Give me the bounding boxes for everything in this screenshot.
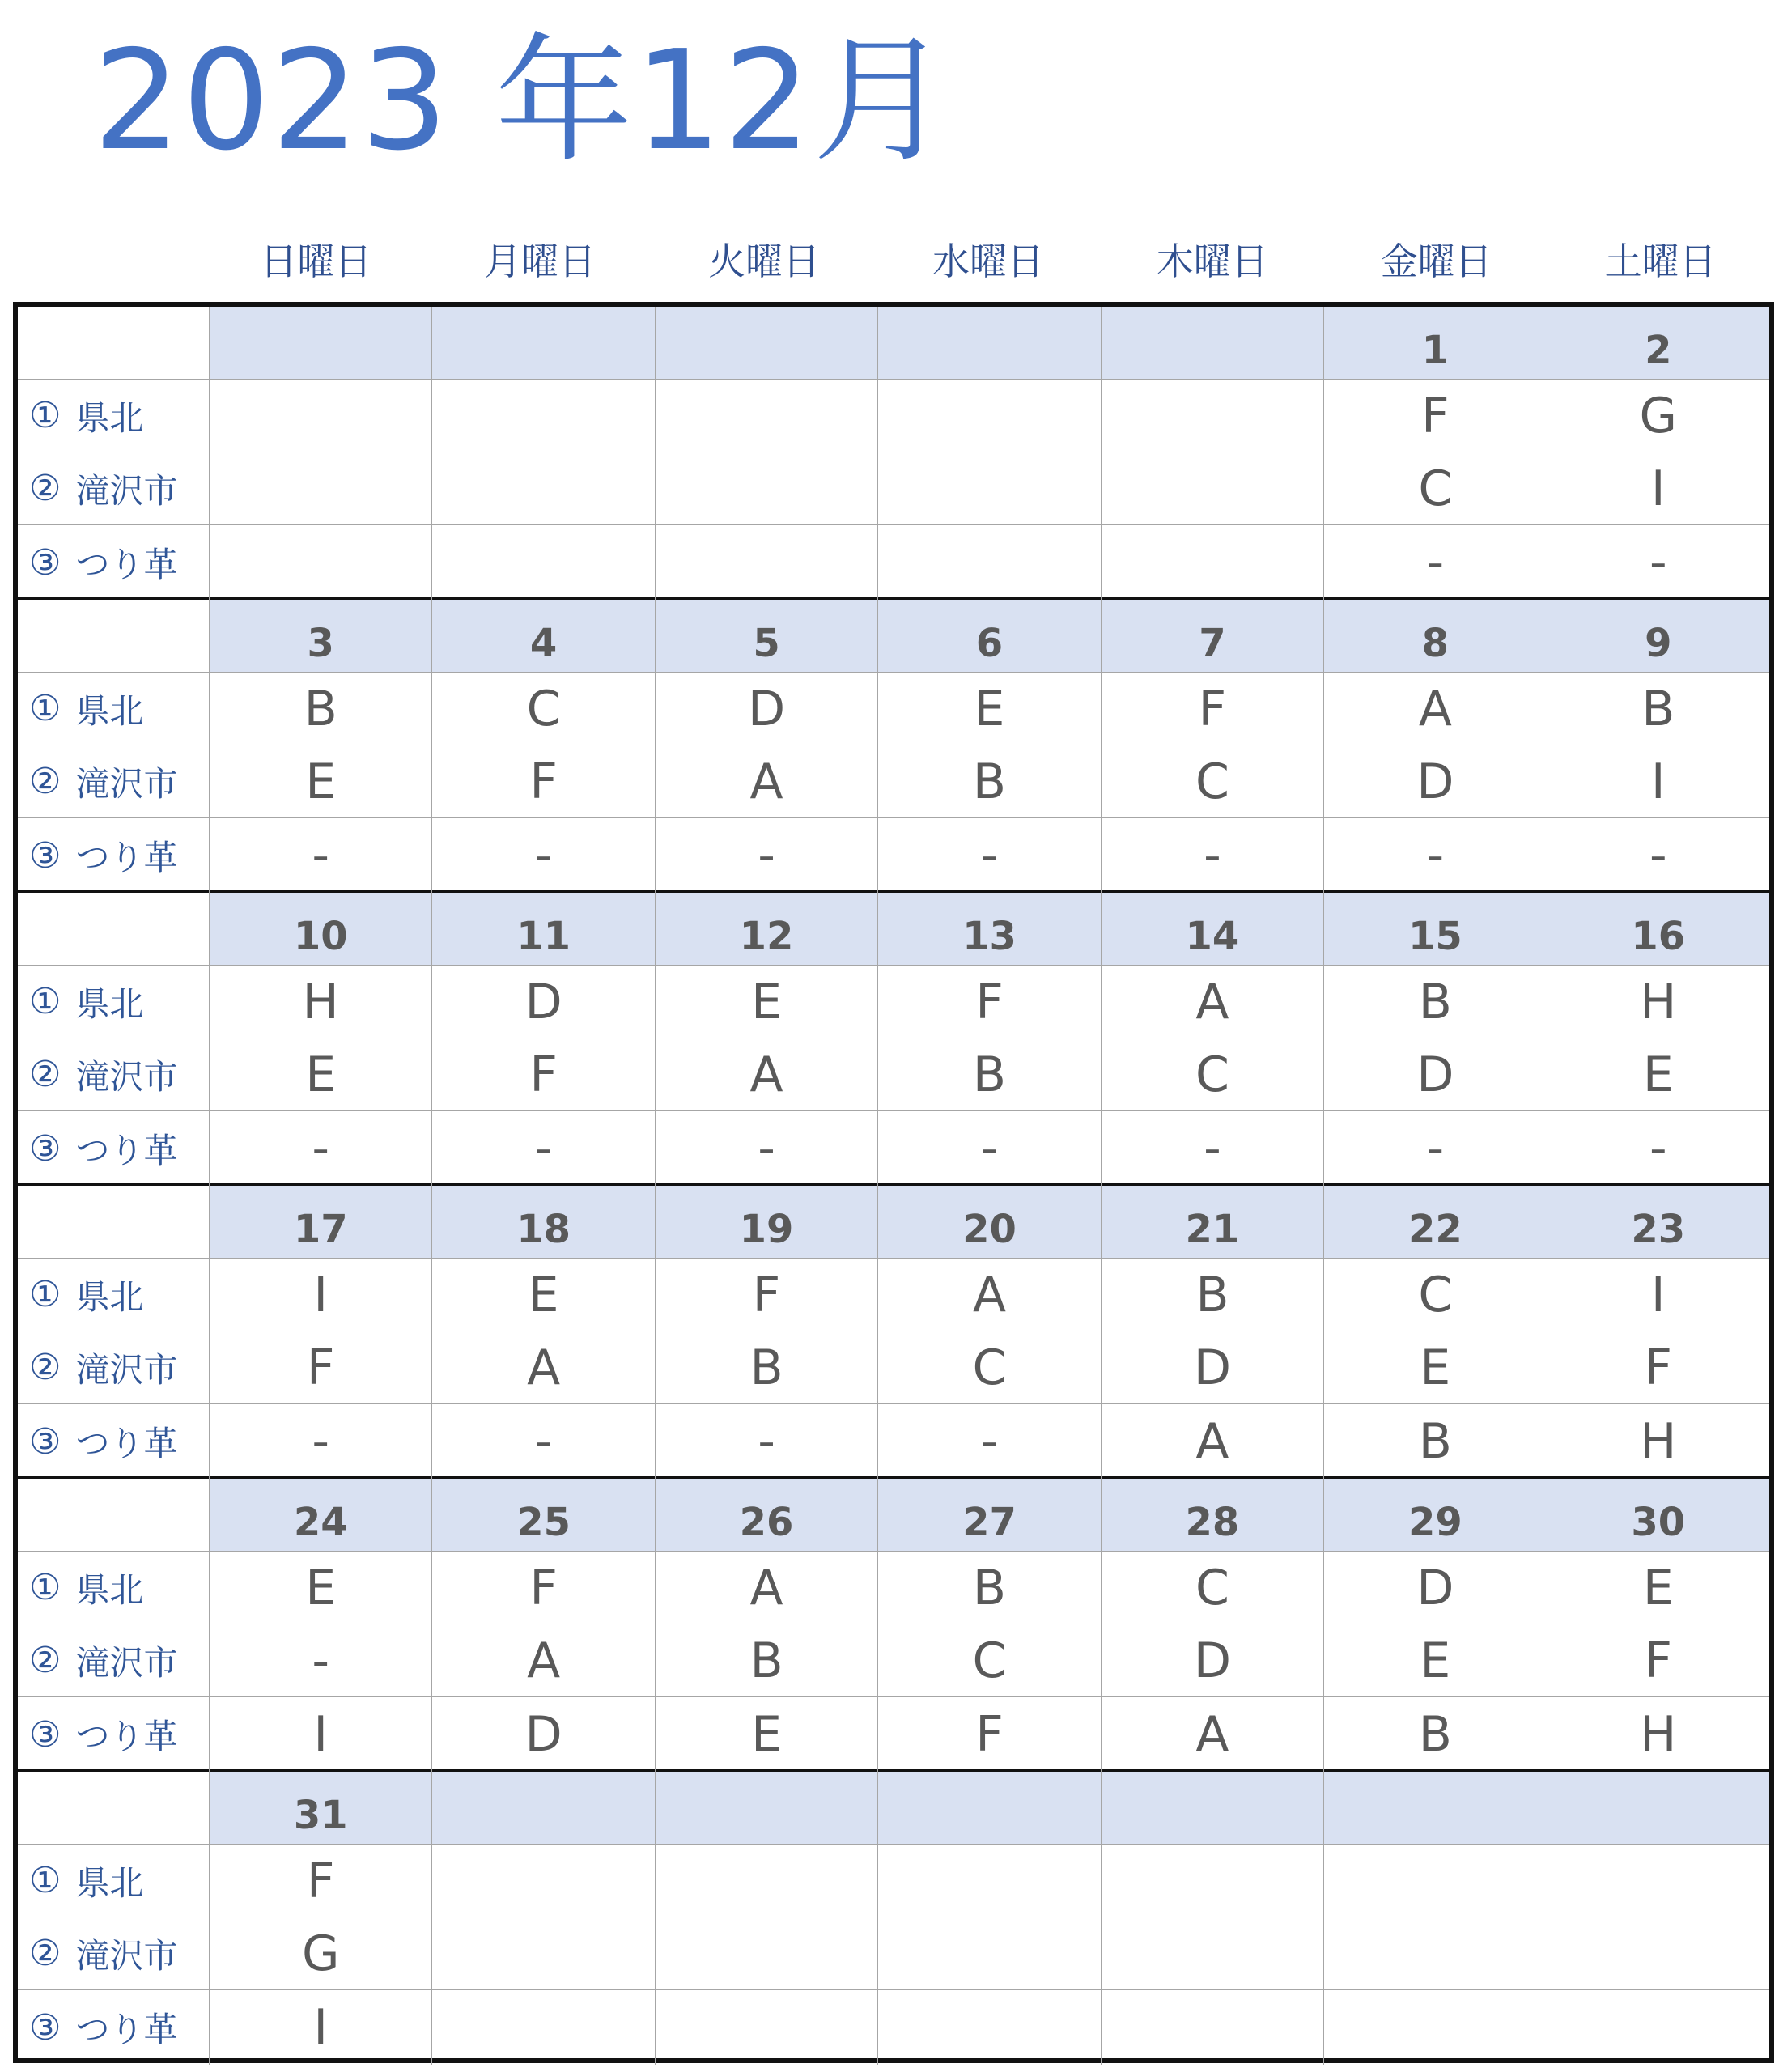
schedule-cell-r1: D: [1323, 1552, 1546, 1624]
weekday-tuesday: 火曜日: [708, 240, 821, 283]
schedule-cell-r2: B: [877, 1038, 1100, 1111]
schedule-cell-r2: B: [655, 1331, 877, 1404]
day-column: [209, 1186, 431, 1479]
day-number: 10: [209, 893, 431, 966]
schedule-cell-r2: [209, 452, 431, 525]
day-column: [655, 307, 877, 600]
route-number: ③: [29, 1127, 62, 1170]
schedule-cell-r1: B: [1323, 966, 1546, 1038]
schedule-cell-r3: -: [431, 1111, 654, 1186]
schedule-cell-r1: [1547, 1845, 1769, 1917]
label-header-blank: [18, 600, 209, 673]
schedule-cell-r2: B: [655, 1624, 877, 1697]
day-number: 5: [655, 600, 877, 673]
schedule-cell-r2: E: [1323, 1624, 1546, 1697]
schedule-cell-r3: -: [1101, 1111, 1323, 1186]
schedule-cell-r3: -: [1323, 818, 1546, 893]
route-label-column: [18, 600, 209, 893]
route-number: ②: [29, 1933, 62, 1974]
route-name: 県北: [75, 1862, 144, 1903]
day-number: 20: [877, 1186, 1100, 1259]
route-label: [18, 1404, 209, 1479]
route-number: ②: [29, 1347, 62, 1388]
day-number: 1: [1323, 307, 1546, 380]
schedule-cell-r3: -: [1547, 1111, 1769, 1186]
schedule-cell-r3: -: [655, 1111, 877, 1186]
schedule-cell-r1: B: [1101, 1259, 1323, 1331]
day-number: [1547, 1772, 1769, 1845]
schedule-cell-r1: [877, 1845, 1100, 1917]
day-number: 4: [431, 600, 654, 673]
day-column: [655, 893, 877, 1186]
route-number: ①: [29, 1274, 62, 1315]
route-name: 県北: [75, 397, 144, 438]
route-name: つり革: [75, 545, 178, 584]
day-column: [209, 307, 431, 600]
schedule-cell-r3: [655, 525, 877, 600]
schedule-cell-r3: -: [209, 818, 431, 893]
week-row: [18, 1186, 1769, 1479]
day-number: 16: [1547, 893, 1769, 966]
schedule-cell-r1: E: [655, 966, 877, 1038]
week-row: [18, 1772, 1769, 2065]
week-row: [18, 600, 1769, 893]
schedule-cell-r1: E: [431, 1259, 654, 1331]
schedule-cell-r2: I: [1547, 745, 1769, 818]
weekday-monday: 月曜日: [484, 240, 596, 283]
route-label: [18, 1552, 209, 1624]
route-label: [18, 1990, 209, 2065]
schedule-cell-r1: [209, 380, 431, 452]
day-column: [877, 1772, 1100, 2065]
schedule-cell-r2: F: [1547, 1331, 1769, 1404]
schedule-cell-r3: B: [1323, 1404, 1546, 1479]
schedule-cell-r3: [1323, 1990, 1546, 2065]
schedule-cell-r2: [877, 1917, 1100, 1990]
schedule-cell-r3: -: [655, 818, 877, 893]
schedule-cell-r1: [1323, 1845, 1546, 1917]
schedule-cell-r3: -: [431, 818, 654, 893]
route-label: [18, 1111, 209, 1186]
day-column: [1547, 1186, 1769, 1479]
schedule-cell-r2: G: [209, 1917, 431, 1990]
schedule-cell-r1: E: [877, 673, 1100, 745]
day-column: [209, 893, 431, 1186]
day-number: 29: [1323, 1479, 1546, 1552]
schedule-cell-r2: -: [209, 1624, 431, 1697]
day-number: [655, 307, 877, 380]
schedule-cell-r3: -: [431, 1404, 654, 1479]
schedule-cell-r1: B: [1547, 673, 1769, 745]
schedule-cell-r2: C: [877, 1331, 1100, 1404]
schedule-cell-r3: -: [209, 1111, 431, 1186]
route-name: 県北: [75, 1569, 144, 1610]
route-number: ②: [29, 761, 62, 802]
day-column: [1101, 893, 1323, 1186]
schedule-cell-r2: C: [1101, 1038, 1323, 1111]
day-column: [431, 1772, 654, 2065]
week-row: [18, 307, 1769, 600]
schedule-cell-r3: [209, 525, 431, 600]
day-number: 2: [1547, 307, 1769, 380]
day-column: [1323, 1186, 1546, 1479]
schedule-cell-r3: A: [1101, 1697, 1323, 1772]
route-label: [18, 1259, 209, 1331]
schedule-cell-r2: F: [1547, 1624, 1769, 1697]
weekday-friday: 金曜日: [1380, 240, 1492, 283]
schedule-cell-r2: F: [431, 1038, 654, 1111]
day-column: [1547, 307, 1769, 600]
label-header-blank: [18, 893, 209, 966]
schedule-cell-r3: F: [877, 1697, 1100, 1772]
day-number: 17: [209, 1186, 431, 1259]
day-column: [431, 893, 654, 1186]
day-column: [1101, 1772, 1323, 2065]
schedule-cell-r3: H: [1547, 1404, 1769, 1479]
schedule-cell-r3: -: [1547, 818, 1769, 893]
schedule-cell-r2: C: [877, 1624, 1100, 1697]
day-number: 25: [431, 1479, 654, 1552]
schedule-cell-r1: A: [1101, 966, 1323, 1038]
schedule-cell-r3: -: [209, 1404, 431, 1479]
schedule-cell-r3: -: [877, 1404, 1100, 1479]
day-number: [1323, 1772, 1546, 1845]
day-column: [1101, 1479, 1323, 1772]
schedule-cell-r2: [431, 1917, 654, 1990]
route-name: つり革: [75, 2010, 178, 2049]
schedule-cell-r3: [431, 525, 654, 600]
schedule-cell-r2: [1323, 1917, 1546, 1990]
route-name: 県北: [75, 690, 144, 731]
schedule-cell-r1: D: [431, 966, 654, 1038]
schedule-cell-r1: [655, 380, 877, 452]
route-number: ①: [29, 1567, 62, 1608]
calendar-grid: [13, 302, 1774, 2063]
route-label-column: [18, 1479, 209, 1772]
week-row: [18, 893, 1769, 1186]
route-name: 県北: [75, 1276, 144, 1317]
day-column: [1323, 600, 1546, 893]
route-name: 滝沢市: [75, 1642, 178, 1683]
schedule-cell-r2: F: [209, 1331, 431, 1404]
route-label: [18, 1697, 209, 1772]
schedule-cell-r1: A: [655, 1552, 877, 1624]
day-column: [1323, 307, 1546, 600]
schedule-cell-r3: D: [431, 1697, 654, 1772]
weekday-wednesday: 水曜日: [932, 240, 1044, 283]
schedule-cell-r2: D: [1101, 1624, 1323, 1697]
schedule-cell-r1: [431, 1845, 654, 1917]
day-column: [1101, 307, 1323, 600]
day-number: 15: [1323, 893, 1546, 966]
schedule-cell-r1: A: [877, 1259, 1100, 1331]
day-column: [1323, 1479, 1546, 1772]
schedule-cell-r1: C: [431, 673, 654, 745]
day-number: 18: [431, 1186, 654, 1259]
schedule-cell-r2: D: [1323, 1038, 1546, 1111]
day-column: [431, 1186, 654, 1479]
schedule-cell-r2: E: [209, 1038, 431, 1111]
day-number: 19: [655, 1186, 877, 1259]
schedule-cell-r1: B: [209, 673, 431, 745]
schedule-cell-r2: E: [1547, 1038, 1769, 1111]
label-header-blank: [18, 1479, 209, 1552]
schedule-cell-r1: I: [209, 1259, 431, 1331]
route-number: ②: [29, 1054, 62, 1095]
schedule-cell-r2: C: [1101, 745, 1323, 818]
day-column: [209, 1772, 431, 2065]
route-label: [18, 452, 209, 525]
day-column: [431, 600, 654, 893]
day-column: [655, 600, 877, 893]
day-number: [1101, 307, 1323, 380]
schedule-cell-r3: -: [1323, 1111, 1546, 1186]
route-number: ③: [29, 1713, 62, 1756]
day-column: [1101, 1186, 1323, 1479]
weekday-thursday: 木曜日: [1156, 240, 1268, 283]
day-column: [1547, 600, 1769, 893]
day-column: [877, 893, 1100, 1186]
day-number: 9: [1547, 600, 1769, 673]
route-number: ③: [29, 2006, 62, 2049]
schedule-cell-r1: A: [1323, 673, 1546, 745]
schedule-cell-r1: H: [209, 966, 431, 1038]
day-number: 31: [209, 1772, 431, 1845]
day-column: [877, 1479, 1100, 1772]
schedule-cell-r1: [1101, 1845, 1323, 1917]
route-name: つり革: [75, 1131, 178, 1170]
route-number: ③: [29, 541, 62, 584]
schedule-cell-r1: [655, 1845, 877, 1917]
route-name: 滝沢市: [75, 470, 178, 511]
schedule-cell-r2: A: [655, 745, 877, 818]
day-number: [1101, 1772, 1323, 1845]
day-number: 26: [655, 1479, 877, 1552]
schedule-cell-r2: D: [1323, 745, 1546, 818]
schedule-cell-r1: F: [431, 1552, 654, 1624]
schedule-cell-r2: A: [431, 1331, 654, 1404]
day-number: [655, 1772, 877, 1845]
day-column: [1101, 600, 1323, 893]
route-label: [18, 1331, 209, 1404]
schedule-cell-r2: [1101, 1917, 1323, 1990]
route-label: [18, 673, 209, 745]
day-number: 22: [1323, 1186, 1546, 1259]
route-label: [18, 380, 209, 452]
route-label: [18, 818, 209, 893]
schedule-cell-r3: -: [877, 818, 1100, 893]
route-number: ①: [29, 395, 62, 436]
schedule-cell-r2: [877, 452, 1100, 525]
day-number: 14: [1101, 893, 1323, 966]
day-number: [877, 1772, 1100, 1845]
route-label: [18, 1917, 209, 1990]
schedule-cell-r3: -: [1323, 525, 1546, 600]
route-label: [18, 1038, 209, 1111]
schedule-cell-r1: C: [1323, 1259, 1546, 1331]
day-column: [655, 1772, 877, 2065]
day-number: 13: [877, 893, 1100, 966]
label-header-blank: [18, 307, 209, 380]
schedule-cell-r3: A: [1101, 1404, 1323, 1479]
schedule-cell-r2: [1547, 1917, 1769, 1990]
schedule-cell-r2: D: [1101, 1331, 1323, 1404]
day-column: [877, 600, 1100, 893]
route-number: ①: [29, 688, 62, 729]
route-name: 県北: [75, 983, 144, 1024]
schedule-cell-r1: H: [1547, 966, 1769, 1038]
day-number: 23: [1547, 1186, 1769, 1259]
route-label: [18, 1624, 209, 1697]
day-column: [1547, 893, 1769, 1186]
route-label: [18, 745, 209, 818]
route-name: つり革: [75, 1424, 178, 1463]
schedule-cell-r3: I: [209, 1990, 431, 2065]
day-number: 6: [877, 600, 1100, 673]
schedule-cell-r3: -: [655, 1404, 877, 1479]
weekday-header: [204, 233, 1772, 290]
day-column: [209, 1479, 431, 1772]
day-number: 28: [1101, 1479, 1323, 1552]
route-label-column: [18, 1186, 209, 1479]
label-header-blank: [18, 1186, 209, 1259]
route-name: 滝沢市: [75, 1349, 178, 1390]
day-column: [431, 1479, 654, 1772]
schedule-cell-r2: I: [1547, 452, 1769, 525]
day-column: [1323, 1772, 1546, 2065]
route-name: 滝沢市: [75, 1056, 178, 1097]
day-column: [1547, 1479, 1769, 1772]
route-label: [18, 1845, 209, 1917]
schedule-cell-r1: E: [209, 1552, 431, 1624]
day-number: 24: [209, 1479, 431, 1552]
route-name: 滝沢市: [75, 1935, 178, 1976]
day-column: [877, 1186, 1100, 1479]
schedule-cell-r3: [1101, 1990, 1323, 2065]
schedule-cell-r1: F: [209, 1845, 431, 1917]
day-column: [431, 307, 654, 600]
schedule-cell-r3: I: [209, 1697, 431, 1772]
schedule-cell-r1: E: [1547, 1552, 1769, 1624]
day-number: 30: [1547, 1479, 1769, 1552]
route-label: [18, 966, 209, 1038]
schedule-cell-r2: E: [1323, 1331, 1546, 1404]
route-number: ②: [29, 468, 62, 509]
day-column: [655, 1479, 877, 1772]
schedule-cell-r2: [655, 452, 877, 525]
schedule-cell-r1: [431, 380, 654, 452]
day-number: [877, 307, 1100, 380]
schedule-cell-r1: C: [1101, 1552, 1323, 1624]
schedule-cell-r2: [655, 1917, 877, 1990]
schedule-cell-r2: B: [877, 745, 1100, 818]
day-number: 21: [1101, 1186, 1323, 1259]
route-label-column: [18, 307, 209, 600]
schedule-cell-r1: [1101, 380, 1323, 452]
schedule-cell-r2: [431, 452, 654, 525]
week-row: [18, 1479, 1769, 1772]
schedule-cell-r1: B: [877, 1552, 1100, 1624]
schedule-cell-r3: -: [877, 1111, 1100, 1186]
day-number: 8: [1323, 600, 1546, 673]
day-number: [431, 307, 654, 380]
schedule-cell-r3: H: [1547, 1697, 1769, 1772]
route-number: ③: [29, 1420, 62, 1463]
day-number: [209, 307, 431, 380]
day-column: [1323, 893, 1546, 1186]
schedule-cell-r1: I: [1547, 1259, 1769, 1331]
route-label-column: [18, 1772, 209, 2065]
route-number: ②: [29, 1640, 62, 1681]
schedule-cell-r2: E: [209, 745, 431, 818]
route-number: ①: [29, 1860, 62, 1901]
schedule-cell-r1: F: [877, 966, 1100, 1038]
schedule-cell-r1: G: [1547, 380, 1769, 452]
schedule-cell-r3: E: [655, 1697, 877, 1772]
day-number: 3: [209, 600, 431, 673]
weekday-saturday: 土曜日: [1604, 240, 1717, 283]
route-name: つり革: [75, 1717, 178, 1756]
weekday-sunday: 日曜日: [260, 240, 372, 283]
schedule-cell-r2: A: [655, 1038, 877, 1111]
day-number: 7: [1101, 600, 1323, 673]
schedule-cell-r3: -: [1101, 818, 1323, 893]
schedule-cell-r2: [1101, 452, 1323, 525]
schedule-cell-r1: [877, 380, 1100, 452]
schedule-cell-r2: C: [1323, 452, 1546, 525]
schedule-cell-r2: F: [431, 745, 654, 818]
schedule-cell-r1: F: [1101, 673, 1323, 745]
page-title: 2023 年12月: [93, 21, 952, 181]
day-column: [877, 307, 1100, 600]
schedule-cell-r3: [1547, 1990, 1769, 2065]
route-number: ①: [29, 981, 62, 1022]
schedule-cell-r3: [877, 525, 1100, 600]
schedule-cell-r3: [877, 1990, 1100, 2065]
schedule-cell-r2: A: [431, 1624, 654, 1697]
day-column: [1547, 1772, 1769, 2065]
schedule-cell-r3: [655, 1990, 877, 2065]
day-number: 12: [655, 893, 877, 966]
day-number: [431, 1772, 654, 1845]
route-label-column: [18, 893, 209, 1186]
schedule-cell-r1: F: [1323, 380, 1546, 452]
day-column: [209, 600, 431, 893]
day-column: [655, 1186, 877, 1479]
schedule-cell-r3: B: [1323, 1697, 1546, 1772]
label-header-blank: [18, 1772, 209, 1845]
schedule-cell-r3: [431, 1990, 654, 2065]
route-name: つり革: [75, 838, 178, 877]
schedule-cell-r1: D: [655, 673, 877, 745]
schedule-cell-r3: -: [1547, 525, 1769, 600]
day-number: 27: [877, 1479, 1100, 1552]
day-number: 11: [431, 893, 654, 966]
route-label: [18, 525, 209, 600]
route-number: ③: [29, 834, 62, 877]
route-name: 滝沢市: [75, 763, 178, 804]
schedule-cell-r1: F: [655, 1259, 877, 1331]
schedule-cell-r3: [1101, 525, 1323, 600]
